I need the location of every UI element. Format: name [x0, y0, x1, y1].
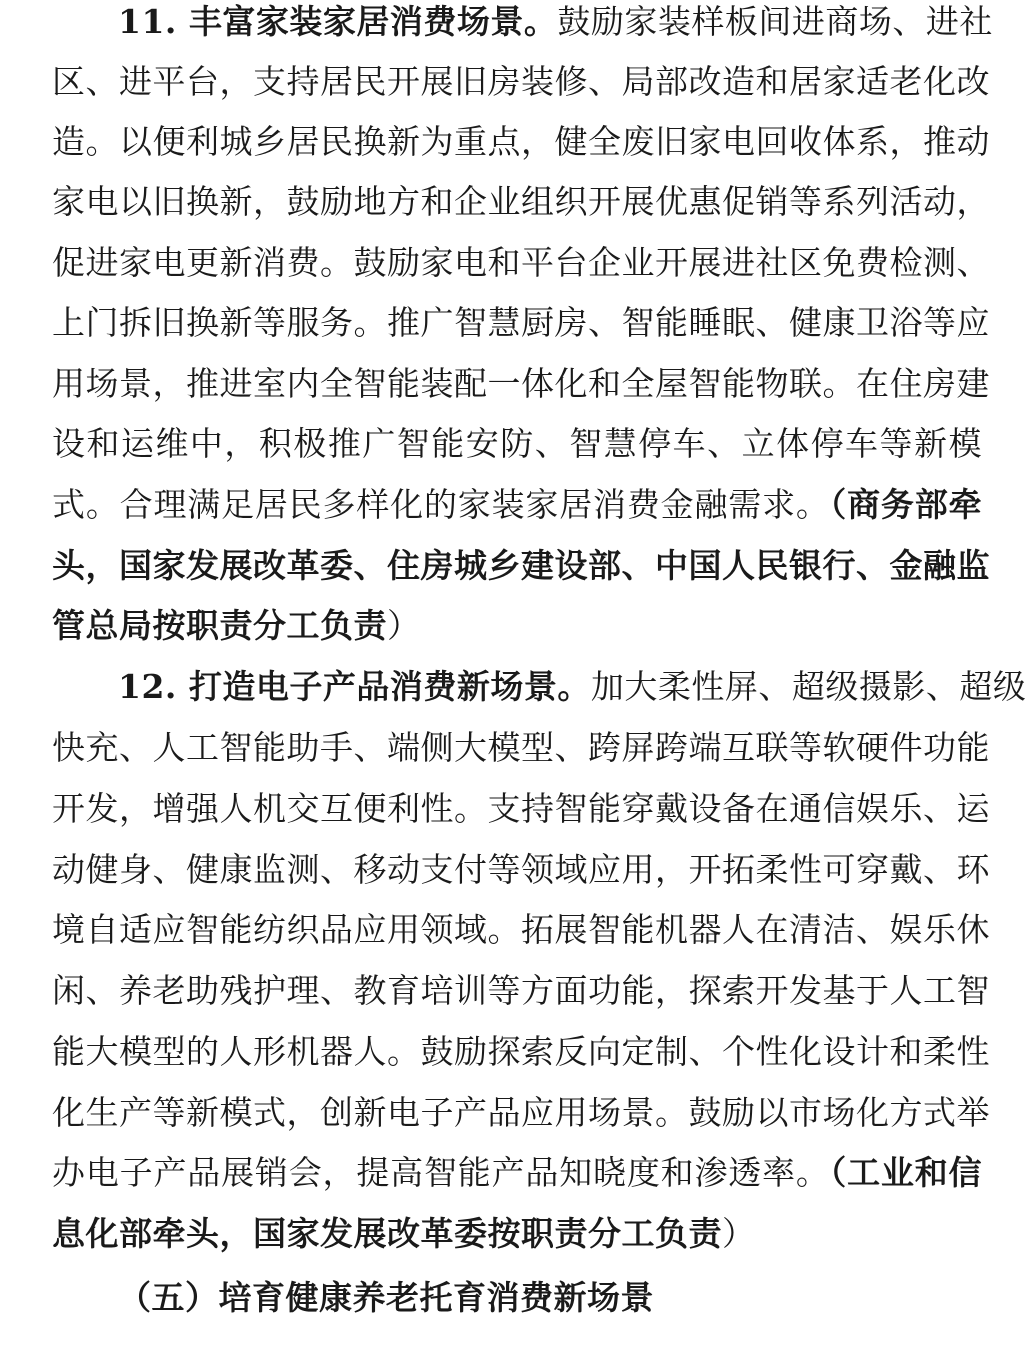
p12-line-5: 境自适应智能纺织品应用领域。拓展智能机器人在清洁、娱乐休 — [52, 910, 990, 949]
text: ） — [387, 606, 421, 645]
p11-line-8: 设和运维中，积极推广智能安防、智慧停车、立体停车等新模 — [52, 424, 982, 463]
section-heading: （五）培育健康养老托育消费新场景 — [118, 1278, 654, 1317]
responsibility-note: 息化部牵头，国家发展改革委按职责分工负责 — [52, 1214, 722, 1253]
p11-heading: 11. 丰富家装家居消费场景。 — [118, 2, 558, 41]
text: 办电子产品展销会，提高智能产品知晓度和渗透率。 — [52, 1153, 830, 1192]
p12-line-9 — [52, 1153, 982, 1193]
p12-line-1 — [118, 667, 1026, 707]
text: 鼓励家装样板间进商场、进社 — [557, 2, 993, 41]
p11-line-9 — [52, 485, 982, 525]
p12-line-8: 化生产等新模式，创新电子产品应用场景。鼓励以市场化方式举 — [52, 1093, 990, 1132]
text: 式。合理满足居民多样化的家装家居消费金融需求。 — [52, 485, 830, 524]
p12-line-2: 快充、人工智能助手、端侧大模型、跨屏跨端互联等软硬件功能 — [52, 728, 990, 767]
text: 加大柔性屏、超级摄影、超级 — [590, 667, 1026, 706]
p11-line-7: 用场景，推进室内全智能装配一体化和全屋智能物联。在住房建 — [52, 364, 990, 403]
p11-line-5: 促进家电更新消费。鼓励家电和平台企业开展进社区免费检测、 — [52, 243, 990, 282]
text: ） — [722, 1214, 756, 1253]
p12-heading: 12. 打造电子产品消费新场景。 — [118, 667, 591, 706]
responsibility-note: （工业和信 — [829, 1153, 983, 1192]
p12-line-3: 开发，增强人机交互便利性。支持智能穿戴设备在通信娱乐、运 — [52, 789, 990, 828]
p11-line-4: 家电以旧换新，鼓励地方和企业组织开展优惠促销等系列活动， — [52, 182, 990, 221]
p11-line-1 — [118, 2, 993, 42]
responsibility-note: （商务部牵 — [829, 485, 983, 524]
responsibility-note: 管总局按职责分工负责 — [52, 606, 387, 645]
p12-line-4: 动健身、健康监测、移动支付等领域应用，开拓柔性可穿戴、环 — [52, 850, 990, 889]
p12-line-10 — [52, 1214, 982, 1254]
p11-line-10: 头，国家发展改革委、住房城乡建设部、中国人民银行、金融监 — [52, 546, 990, 585]
p11-line-6: 上门拆旧换新等服务。推广智慧厨房、智能睡眠、健康卫浴等应 — [52, 303, 990, 342]
p11-line-2: 区、进平台，支持居民开展旧房装修、局部改造和居家适老化改 — [52, 62, 990, 101]
p12-line-7: 能大模型的人形机器人。鼓励探索反向定制、个性化设计和柔性 — [52, 1032, 990, 1071]
p12-line-6: 闲、养老助残护理、教育培训等方面功能，探索开发基于人工智 — [52, 971, 990, 1010]
p11-line-3: 造。以便利城乡居民换新为重点，健全废旧家电回收体系，推动 — [52, 122, 990, 161]
p11-line-11 — [52, 606, 982, 646]
